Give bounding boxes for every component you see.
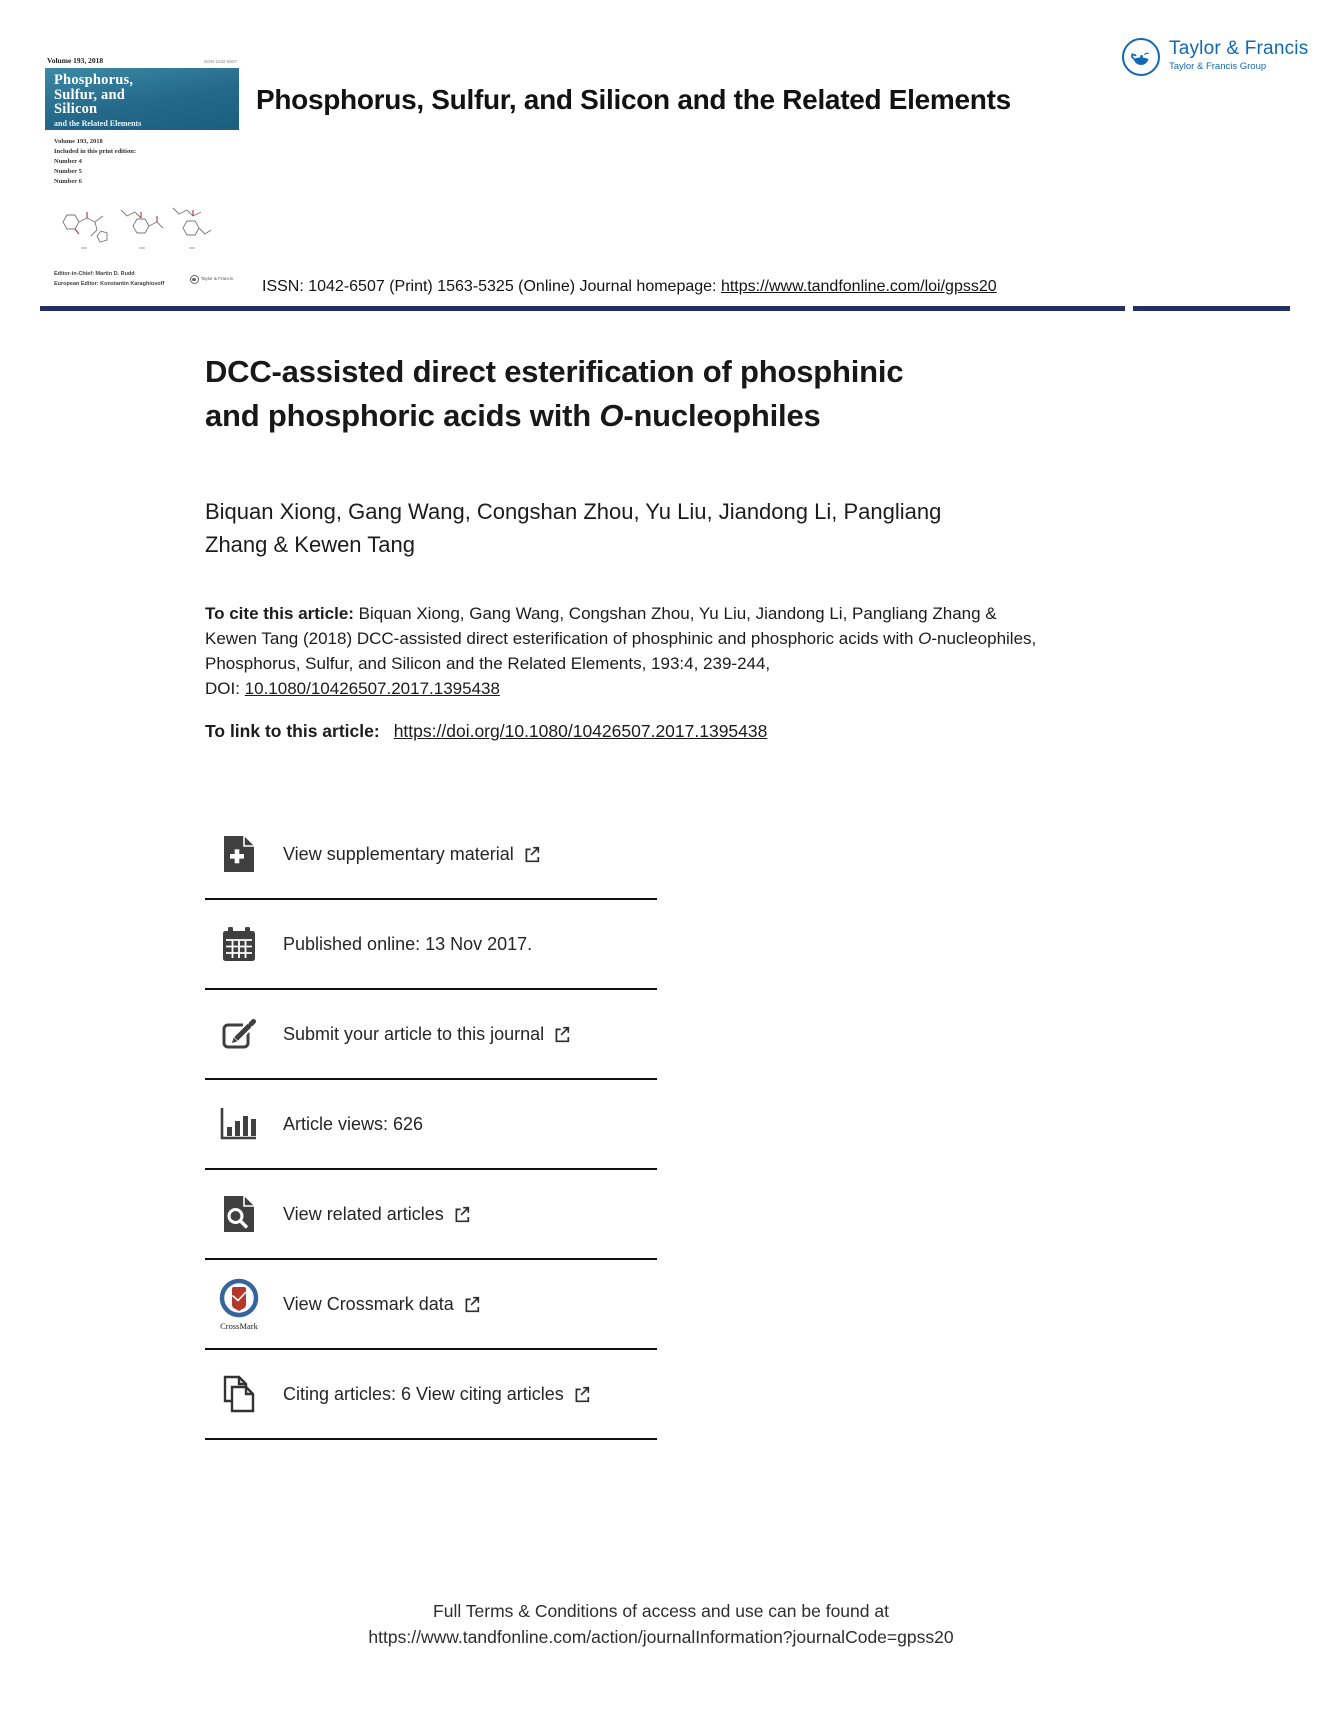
link-to-article xyxy=(205,721,767,742)
tf-logo-title: Taylor & Francis xyxy=(1169,38,1309,59)
external-link-icon xyxy=(453,1206,470,1223)
footer-terms-url[interactable]: https://www.tandfonline.com/action/journalInformation?journalCode=gpss20 xyxy=(368,1627,954,1647)
link-label: To link to this article: xyxy=(205,721,380,741)
cite-text: Biquan Xiong, Gang Wang, Congshan Zhou, Yu Liu, Jiandong Li, Pangliang Zhang & Kewen Tang (2018) DCC-assisted direct esterification of phosphinic and phosphoric acids with xyxy=(205,604,997,648)
cover-banner: Phosphorus, Sulfur, and Silicon and the Related Elements xyxy=(45,68,239,130)
citing-articles-row[interactable]: Citing articles: 6 View citing articles xyxy=(205,1350,657,1440)
cover-editors xyxy=(54,270,233,289)
issn-line xyxy=(262,278,997,296)
editor-in-chief: Editor-in-Chief: Martin D. Rudd xyxy=(54,271,135,278)
view-crossmark-data-row[interactable]: CrossMark View Crossmark data xyxy=(205,1260,657,1350)
published-online-row xyxy=(205,900,657,990)
footer-line1: Full Terms & Conditions of access and use can be found at xyxy=(433,1601,889,1621)
cover-volume-top: Volume 193, 2018 xyxy=(47,56,104,65)
cite-label: To cite this article: xyxy=(205,604,359,623)
masthead-divider-segment xyxy=(1133,306,1290,311)
citation-block: To cite this article: Biquan Xiong, Gang Wang, Congshan Zhou, Yu Liu, Jiandong Li, Pangliang Zhang & Kewen Tang (2018) DCC-assisted direct esterification of phosphinic and phosphoric acids with O-nucleophiles, Phosphorus, Sulfur, and Silicon and the Related Elements, 193:4, 239-244, DOI: 10.1080/10426507.2017.1395438 xyxy=(205,604,1037,698)
calendar-icon xyxy=(217,926,261,963)
external-link-icon xyxy=(553,1026,570,1043)
article-views-row xyxy=(205,1080,657,1170)
journal-title: Phosphorus, Sulfur, and Silicon and the Related Elements xyxy=(256,84,1011,115)
tf-lamp-mini-icon xyxy=(190,275,199,284)
doi-link[interactable]: 10.1080/10426507.2017.1395438 xyxy=(244,679,500,698)
cover-banner-subtitle: and the Related Elements xyxy=(54,118,142,128)
issn-text: ISSN: 1042-6507 (Print) 1563-5325 (Online) Journal homepage: xyxy=(262,278,721,295)
article-actions-list xyxy=(205,810,657,1440)
crossmark-caption: CrossMark xyxy=(220,1320,258,1331)
european-editor: European Editor: Konstantin Karaghiosoff xyxy=(54,280,165,287)
view-related-articles-row[interactable]: View related articles xyxy=(205,1170,657,1260)
article-views-icon xyxy=(217,1107,261,1141)
article-authors: Biquan Xiong, Gang Wang, Congshan Zhou, Yu Liu, Jiandong Li, Pangliang Zhang & Kewen Tang xyxy=(205,499,942,557)
related-articles-icon xyxy=(217,1194,261,1234)
masthead-divider xyxy=(40,306,1125,311)
supplementary-material-icon xyxy=(217,834,261,874)
taylor-francis-logo xyxy=(1122,38,1308,76)
article-views-label: Article views: 626 xyxy=(283,1113,424,1134)
cover-edition-info: Volume 193, 2018 Included in this print edition: Number 4 Number 5 Number 6 xyxy=(54,138,136,186)
crossmark-icon xyxy=(217,1278,261,1331)
external-link-icon xyxy=(573,1386,590,1403)
external-link-icon xyxy=(523,846,540,863)
tf-lamp-icon xyxy=(1122,38,1160,76)
cover-tf-mini-logo: Taylor & Francis xyxy=(190,275,233,284)
cover-issn-small: ISSN 1042-6507 xyxy=(203,59,237,64)
submit-article-row[interactable]: Submit your article to this journal xyxy=(205,990,657,1080)
doi-label: DOI: xyxy=(205,679,245,698)
citing-articles-icon xyxy=(217,1374,261,1414)
cover-top-line xyxy=(47,56,237,65)
submit-article-icon xyxy=(217,1015,261,1053)
cover-banner-title: Phosphorus, xyxy=(54,72,134,88)
external-link-icon xyxy=(463,1296,480,1313)
tf-logo-subtitle: Taylor & Francis Group xyxy=(1169,61,1267,72)
journal-homepage-link[interactable]: https://www.tandfonline.com/loi/gpss20 xyxy=(720,278,997,295)
view-supplementary-material-row[interactable]: View supplementary material xyxy=(205,810,657,900)
journal-cover-thumbnail xyxy=(45,56,239,288)
chemical-structures-art xyxy=(45,192,221,254)
published-online-label: Published online: 13 Nov 2017. xyxy=(283,933,533,954)
article-doi-url-link[interactable]: https://doi.org/10.1080/10426507.2017.1395438 xyxy=(393,721,768,741)
article-title: DCC-assisted direct esterification of phosphinic and phosphoric acids with O-nucleophiles xyxy=(205,354,904,433)
terms-footer xyxy=(0,1598,1322,1650)
